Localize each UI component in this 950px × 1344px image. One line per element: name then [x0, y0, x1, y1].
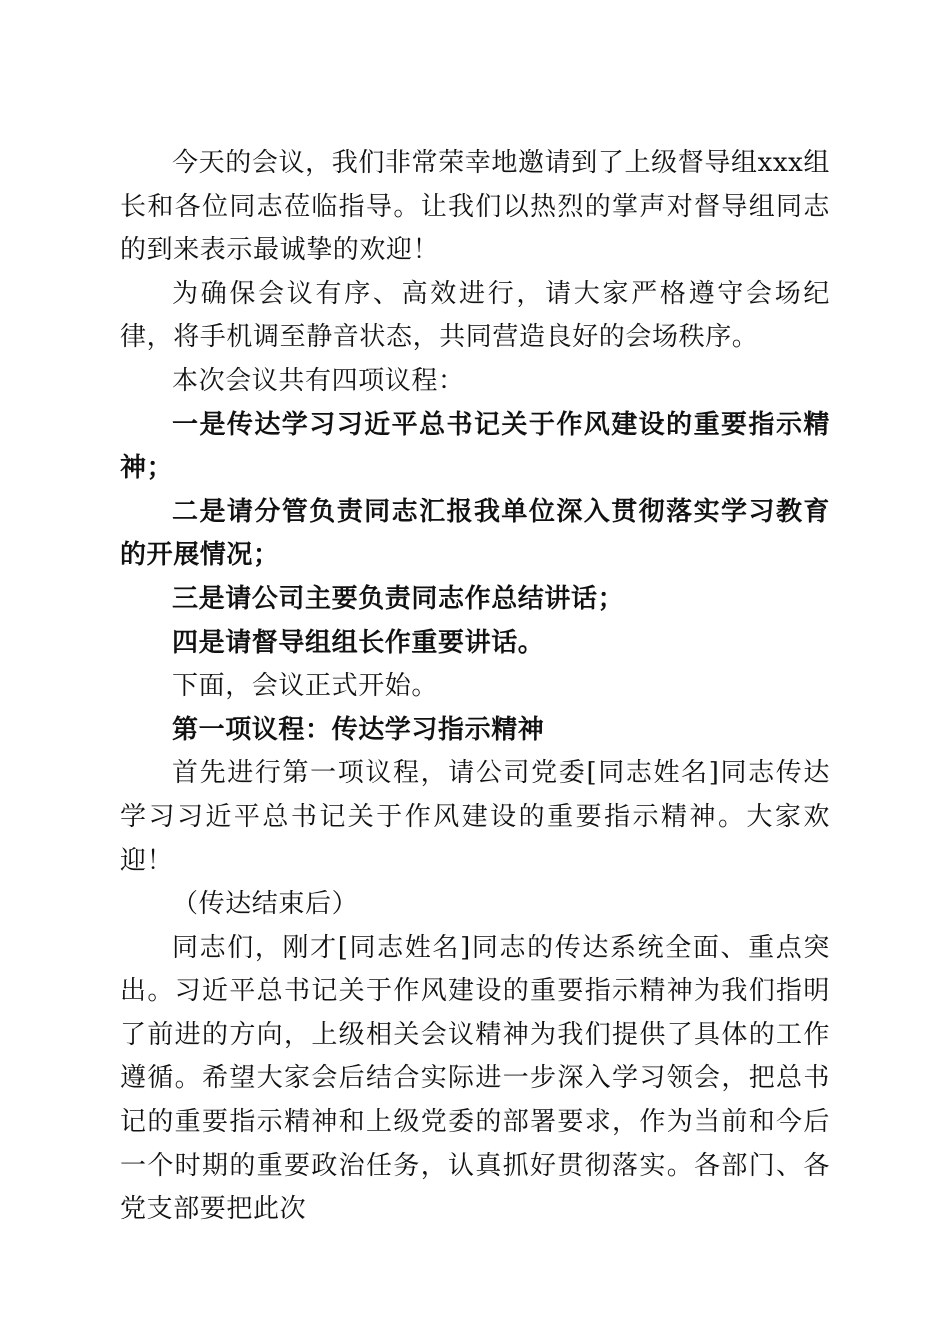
- document-body: [120, 142, 830, 1232]
- agenda-item-2: 二是请分管负责同志汇报我单位深入贯彻落实学习教育的开展情况；: [120, 496, 830, 571]
- paragraph-welcome: 今天的会议，我们非常荣幸地邀请到了上级督导组xxx组长和各位同志莅临指导。让我们以热烈的掌声对督导组同志的到来表示最诚挚的欢迎！: [120, 148, 830, 266]
- paragraph-discipline: 为确保会议有序、高效进行，请大家严格遵守会场纪律，将手机调至静音状态，共同营造良好的会场秩序。: [120, 278, 830, 353]
- paragraph-agenda-intro: 本次会议共有四项议程：: [172, 365, 465, 396]
- agenda-item-1: 一是传达学习习近平总书记关于作风建设的重要指示精神；: [120, 409, 830, 484]
- section-heading-first-item: 第一项议程：传达学习指示精神: [172, 714, 545, 745]
- paragraph-meeting-start: 下面，会议正式开始。: [172, 671, 439, 702]
- paragraph-stage-note: （传达结束后）: [172, 889, 359, 920]
- paragraph-first-item: 首先进行第一项议程，请公司党委[同志姓名]同志传达学习习近平总书记关于作风建设的重要指示精神。大家欢迎！: [120, 758, 830, 876]
- agenda-item-3: 三是请公司主要负责同志作总结讲话；: [172, 583, 625, 614]
- paragraph-summary: 同志们，刚才[同志姓名]同志的传达系统全面、重点突出。习近平总书记关于作风建设的重要指示精神为我们指明了前进的方向，上级相关会议精神为我们提供了具体的工作遵循。希望大家会后结合实际进一步深入学习领会，把总书记的重要指示精神和上级党委的部署要求，作为当前和今后一个时期的重要政治任务，认真抓好贯彻落实。各部门、各党支部要把此次: [120, 932, 830, 1225]
- agenda-item-4: 四是请督导组组长作重要讲话。: [172, 627, 545, 658]
